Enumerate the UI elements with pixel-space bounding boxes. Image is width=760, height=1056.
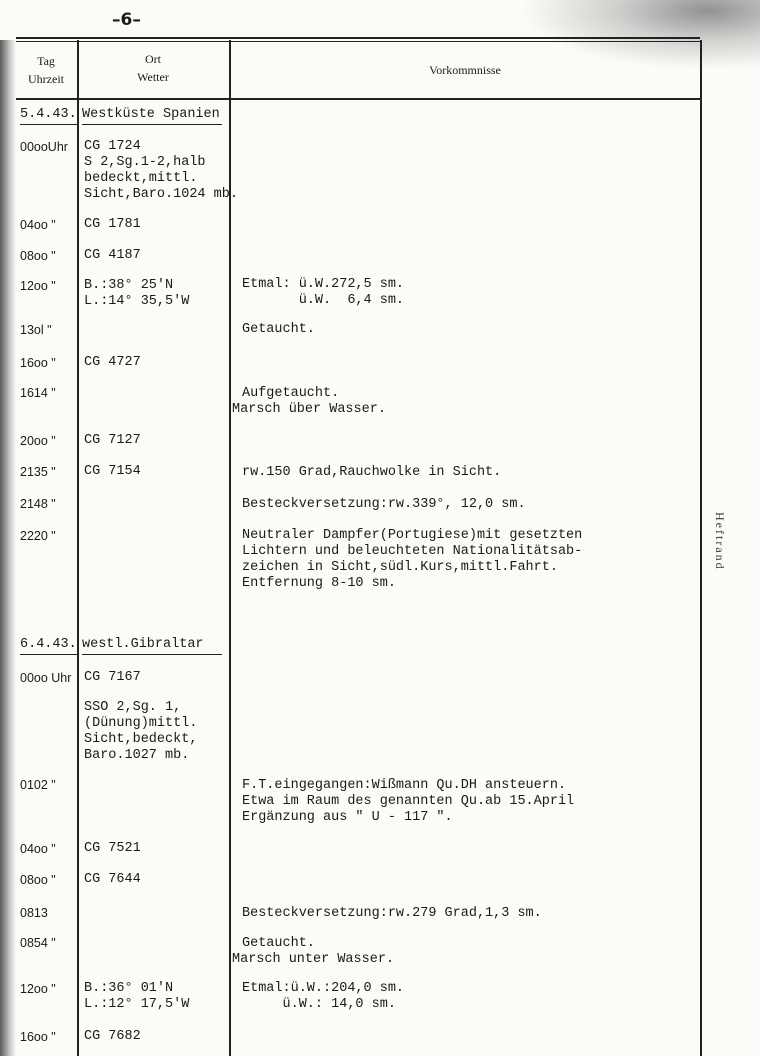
place-weather-line: Sicht,Baro.1024 mb. — [84, 187, 238, 202]
location-heading: westl.Gibraltar — [82, 637, 222, 655]
event-line: ü.W.: 14,0 sm. — [242, 997, 396, 1012]
time-cell: 00ooUhr — [20, 140, 68, 154]
header-rule — [16, 98, 700, 100]
time-cell: 04oo " — [20, 842, 56, 856]
place-weather-line: B.:38° 25'N — [84, 278, 174, 293]
place-weather-line: (Dünung)mittl. — [84, 716, 198, 731]
place-weather-line: Sicht,bedeckt, — [84, 732, 198, 747]
event-line: ü.W. 6,4 sm. — [242, 293, 405, 308]
place-weather-line: CG 7682 — [84, 1029, 141, 1044]
place-weather-line: CG 4187 — [84, 248, 141, 263]
place-weather-line: L.:12° 17,5'W — [84, 997, 190, 1012]
place-weather-line: CG 1781 — [84, 217, 141, 232]
place-weather-line: L.:14° 35,5'W — [84, 294, 190, 309]
time-cell: 2220 " — [20, 529, 56, 543]
time-cell: 16oo " — [20, 356, 56, 370]
header-col-place: Ort Wetter — [137, 52, 169, 84]
binding-shadow — [0, 40, 16, 1056]
date-heading: 5.4.43. — [20, 107, 77, 125]
event-line: Ergänzung aus " U - 117 ". — [242, 810, 453, 825]
event-line: Aufgetaucht. — [242, 386, 340, 401]
event-line: Entfernung 8-10 sm. — [242, 576, 396, 591]
place-weather-line: CG 7644 — [84, 872, 141, 887]
event-line: Neutraler Dampfer(Portugiese)mit gesetzten — [242, 528, 583, 543]
event-line: rw.150 Grad,Rauchwolke in Sicht. — [242, 465, 502, 480]
event-line: Besteckversetzung:rw.339°, 12,0 sm. — [242, 497, 526, 512]
header-col-events: Vorkommnisse — [429, 63, 501, 77]
time-cell: 2135 " — [20, 465, 56, 479]
margin-label: Heftrand — [713, 512, 727, 571]
col-divider-1 — [77, 40, 79, 1056]
time-cell: 16oo " — [20, 1030, 56, 1044]
event-line: Etwa im Raum des genannten Qu.ab 15.April — [242, 794, 575, 809]
scan-smudge — [520, 0, 760, 70]
date-heading: 6.4.43. — [20, 637, 77, 655]
time-cell: 12oo " — [20, 982, 56, 996]
time-cell: 20oo " — [20, 434, 56, 448]
place-weather-line: bedeckt,mittl. — [84, 171, 198, 186]
time-cell: 13ol " — [20, 323, 52, 337]
event-line: Getaucht. — [242, 322, 315, 337]
time-cell: 04oo " — [20, 218, 56, 232]
event-line: Lichtern und beleuchteten Nationalitätsab- — [242, 544, 583, 559]
top-rule — [16, 37, 700, 39]
event-line: Getaucht. — [242, 936, 315, 951]
time-cell: 00oo Uhr — [20, 671, 72, 685]
place-weather-line: CG 7521 — [84, 841, 141, 856]
place-weather-line: B.:36° 01'N — [84, 981, 174, 996]
event-line: F.T.eingegangen:Wißmann Qu.DH ansteuern. — [242, 778, 567, 793]
time-cell: 0813 — [20, 906, 48, 920]
top-rule-2 — [16, 41, 700, 42]
time-cell: 0854 " — [20, 936, 56, 950]
time-cell: 0102 " — [20, 778, 56, 792]
event-line: Besteckversetzung:rw.279 Grad,1,3 sm. — [242, 906, 542, 921]
time-cell: 12oo " — [20, 279, 56, 293]
place-weather-line: CG 1724 — [84, 139, 141, 154]
event-line: Etmal: ü.W.272,5 sm. — [242, 277, 405, 292]
event-line: Marsch über Wasser. — [232, 402, 386, 417]
event-line: zeichen in Sicht,südl.Kurs,mittl.Fahrt. — [242, 560, 558, 575]
event-line: Marsch unter Wasser. — [232, 952, 395, 967]
place-weather-line: Baro.1027 mb. — [84, 748, 190, 763]
header-col-date: Tag Uhrzeit — [28, 54, 64, 86]
place-weather-line: S 2,Sg.1-2,halb — [84, 155, 206, 170]
right-border — [700, 40, 702, 1056]
place-weather-line: CG 7154 — [84, 464, 141, 479]
page-number: –6– — [112, 10, 141, 30]
time-cell: 1614 " — [20, 386, 56, 400]
place-weather-line: CG 4727 — [84, 355, 141, 370]
place-weather-line: CG 7167 — [84, 670, 141, 685]
time-cell: 08oo " — [20, 873, 56, 887]
time-cell: 2148 " — [20, 497, 56, 511]
location-heading: Westküste Spanien — [82, 107, 222, 125]
place-weather-line: SSO 2,Sg. 1, — [84, 700, 182, 715]
place-weather-line: CG 7127 — [84, 433, 141, 448]
event-line: Etmal:ü.W.:204,0 sm. — [242, 981, 405, 996]
time-cell: 08oo " — [20, 249, 56, 263]
